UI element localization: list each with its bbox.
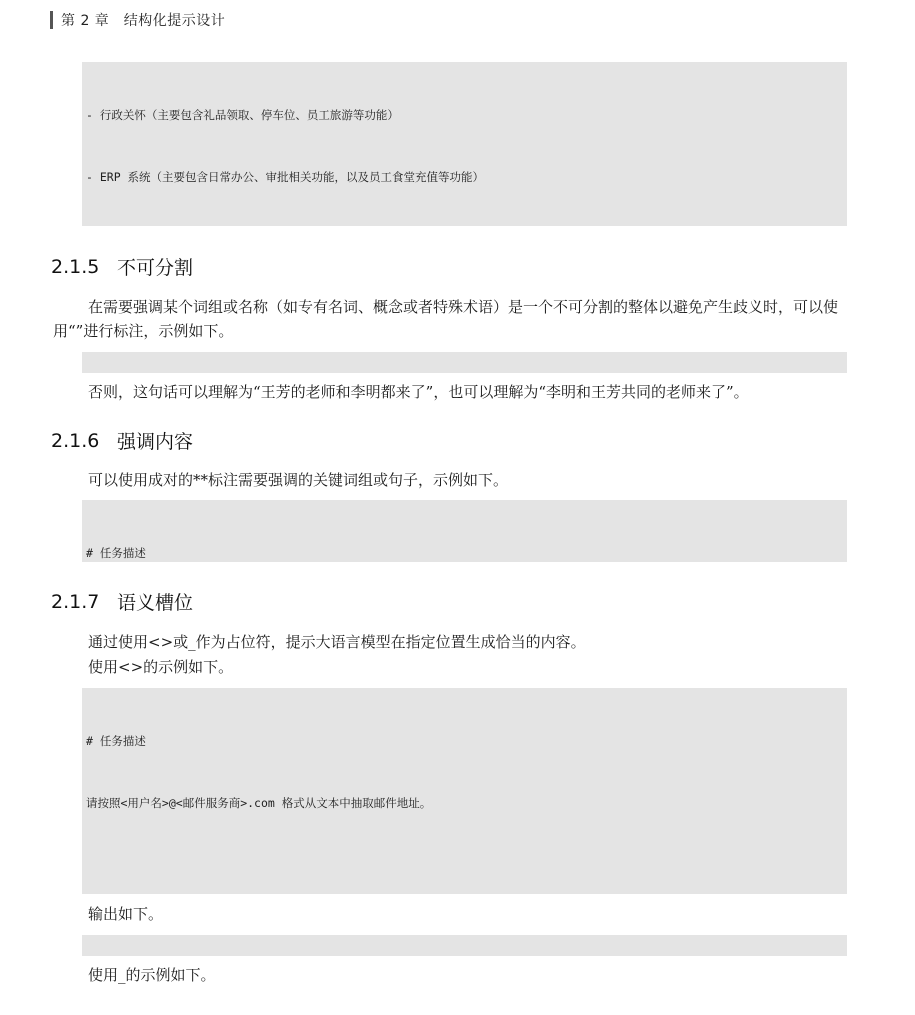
section-number: 2.1.7 [51,590,100,613]
code-line: 请按照<用户名>@<邮件服务商>.com 格式从文本中抽取邮件地址。 [86,795,432,810]
header-bar [50,11,53,29]
code-line: - ERP 系统（主要包含日常办公、审批相关功能，以及员工食堂充值等功能） [86,169,485,184]
paragraph: 使用_的示例如下。 [88,966,216,984]
chapter-title: 第 2 章 结构化提示设计 [61,13,226,29]
code-line [86,855,843,876]
code-line: # 任务描述 [86,734,146,749]
section-title: 语义槽位 [117,592,194,614]
section-number: 2.1.5 [51,255,100,278]
section-number: 2.1.6 [51,429,100,452]
code-block-output [82,935,847,956]
code-block-user-question [82,62,847,226]
code-line: - 行政关怀（主要包含礼品领取、停车位、员工旅游等功能） [86,108,399,123]
paragraph: 可以使用成对的**标注需要强调的关键词组或句子，示例如下。 [88,471,509,489]
section-heading-2-1-6 [51,427,193,454]
paragraph: 使用<>的示例如下。 [88,658,234,676]
code-line: # 任务描述 [86,546,146,561]
running-header [50,9,225,31]
paragraph: 在需要强调某个词组或名称（如专有名词、概念或者特殊术语）是一个不可分割的整体以避免产生歧义时，可以使用“”进行标注，示例如下。 [53,298,839,340]
section-heading-2-1-7 [51,588,193,615]
paragraph: 否则，这句话可以理解为“王芳的老师和李明都来了”，也可以理解为“李明和王芳共同的老师来了”。 [88,383,749,401]
code-block-quote-example [82,352,847,373]
code-block-emphasis-example [82,500,847,562]
paragraph: 输出如下。 [88,905,164,923]
section-title: 强调内容 [117,431,194,453]
paragraph: 通过使用<>或_作为占位符，提示大语言模型在指定位置生成恰当的内容。 [88,633,586,651]
section-title: 不可分割 [117,257,194,279]
section-heading-2-1-5 [51,253,193,280]
code-block-slot-example [82,688,847,894]
